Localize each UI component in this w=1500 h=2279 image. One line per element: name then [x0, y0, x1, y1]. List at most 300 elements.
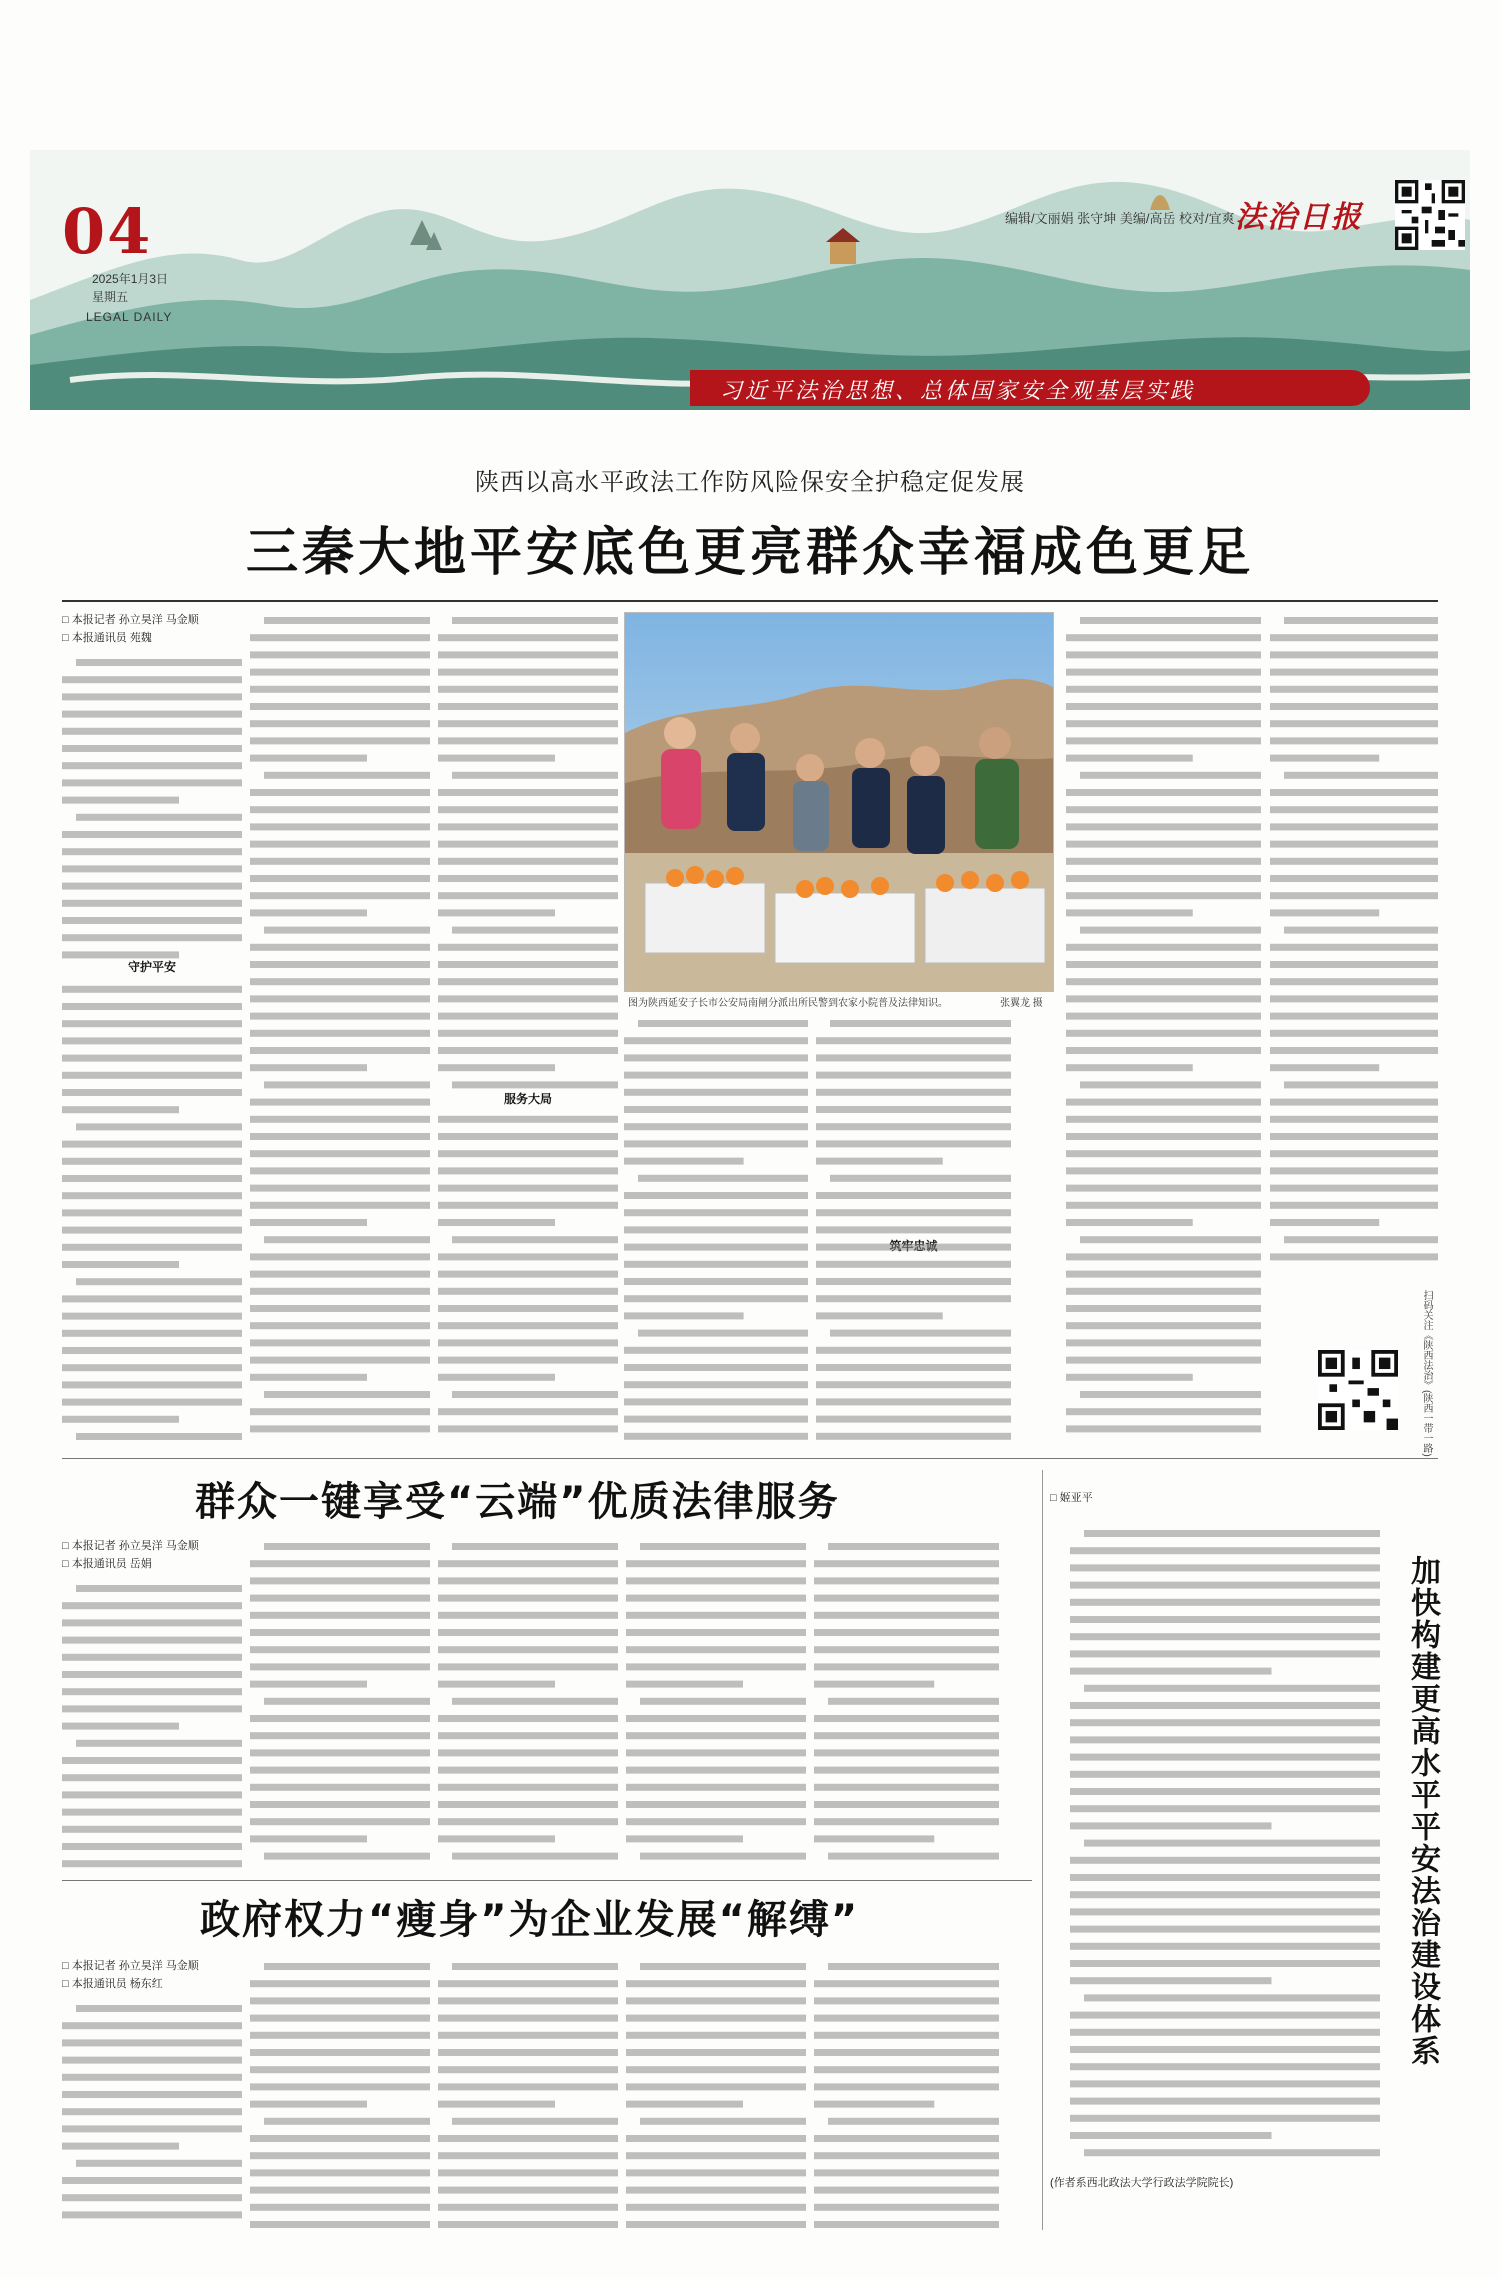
text-line — [1270, 1202, 1438, 1209]
text-line — [1270, 1013, 1438, 1020]
text-line — [250, 909, 367, 916]
text-line — [438, 2066, 618, 2073]
text-line — [1270, 789, 1438, 796]
text-line — [1084, 1994, 1380, 2001]
text-line — [438, 789, 618, 796]
column-slogan: 习近平法治思想、总体国家安全观基层实践 — [720, 379, 1196, 404]
text-line — [438, 1612, 618, 1619]
text-line — [1270, 1219, 1379, 1226]
text-line — [62, 1399, 242, 1406]
body-text-block — [250, 1958, 430, 2232]
text-line — [1070, 1564, 1380, 1571]
text-line — [438, 1288, 618, 1295]
text-line — [1080, 1391, 1261, 1398]
text-line — [250, 1064, 367, 1071]
text-line — [1066, 755, 1193, 762]
text-line — [250, 1560, 430, 1567]
text-line — [250, 1749, 430, 1756]
text-line — [250, 978, 430, 985]
text-line — [1070, 1822, 1272, 1829]
lead-intern: □ 本报通讯员 苑魏 — [62, 632, 152, 644]
text-line — [438, 1339, 618, 1346]
text-line — [626, 2015, 806, 2022]
text-line — [1270, 703, 1438, 710]
text-line — [438, 703, 618, 710]
text-line — [814, 1818, 999, 1825]
text-line — [438, 1357, 618, 1364]
text-line — [62, 934, 242, 941]
text-line — [1080, 927, 1261, 934]
text-line — [626, 1997, 806, 2004]
text-line — [1084, 1530, 1380, 1537]
text-line — [452, 1853, 618, 1860]
text-line — [250, 858, 430, 865]
text-line — [1270, 669, 1438, 676]
text-line — [250, 1030, 430, 1037]
text-line — [638, 1330, 808, 1337]
text-line — [1270, 1133, 1438, 1140]
text-line — [1270, 1047, 1438, 1054]
text-line — [264, 1236, 430, 1243]
text-line — [250, 686, 430, 693]
text-line — [1070, 1857, 1380, 1864]
story2-column-4 — [626, 1538, 806, 1870]
text-line — [814, 2135, 999, 2142]
divider — [62, 600, 1438, 602]
text-line — [828, 1963, 999, 1970]
story3-headline: 政府权力“瘦身”为企业发展“解缚” — [200, 1897, 860, 1943]
body-text-block — [250, 1538, 430, 1870]
text-line — [1066, 961, 1261, 968]
lead-column-3 — [438, 612, 618, 1449]
text-line — [452, 1391, 618, 1398]
text-line — [438, 1202, 618, 1209]
text-line — [62, 917, 242, 924]
text-line — [62, 2057, 242, 2064]
text-line — [624, 1398, 808, 1405]
text-line — [250, 755, 367, 762]
text-line — [62, 1602, 242, 1609]
text-line — [62, 2108, 242, 2115]
text-line — [814, 2204, 999, 2211]
text-line — [816, 1123, 1011, 1130]
text-line — [438, 1681, 555, 1688]
text-line — [438, 2015, 618, 2022]
story3-column-5 — [814, 1958, 999, 2232]
text-line — [62, 1072, 242, 1079]
text-line — [640, 1698, 806, 1705]
text-line — [814, 1629, 999, 1636]
text-line — [828, 2118, 999, 2125]
text-line — [264, 1963, 430, 1970]
text-line — [816, 1209, 1011, 1216]
text-line — [438, 1732, 618, 1739]
text-line — [438, 2169, 618, 2176]
text-line — [62, 1637, 242, 1644]
text-line — [62, 1757, 242, 1764]
lead-column-2 — [250, 612, 430, 1449]
text-line — [250, 1784, 430, 1791]
text-line — [1070, 1633, 1380, 1640]
text-line — [62, 1723, 179, 1730]
text-line — [814, 1646, 999, 1653]
text-line — [816, 1192, 1011, 1199]
body-text-block — [62, 1580, 242, 1870]
text-line — [1066, 1374, 1193, 1381]
text-line — [814, 1980, 999, 1987]
text-line — [62, 900, 242, 907]
text-line — [1270, 1150, 1438, 1157]
text-line — [250, 892, 430, 899]
text-line — [626, 2101, 743, 2108]
text-line — [250, 1150, 430, 1157]
text-line — [1070, 1874, 1380, 1881]
text-line — [250, 1219, 367, 1226]
text-line — [438, 1253, 618, 1260]
text-line — [452, 1236, 618, 1243]
text-line — [76, 1278, 242, 1285]
text-line — [438, 755, 555, 762]
lead-column-1 — [62, 654, 242, 1449]
body-text-block — [1270, 612, 1438, 1272]
text-line — [62, 1158, 242, 1165]
commentary-body — [1070, 1525, 1380, 2165]
text-line — [438, 841, 618, 848]
text-line — [62, 848, 242, 855]
text-line — [626, 2135, 806, 2142]
text-line — [814, 1595, 999, 1602]
text-line — [438, 2152, 618, 2159]
text-line — [814, 1749, 999, 1756]
text-line — [624, 1140, 808, 1147]
text-line — [814, 1663, 999, 1670]
subhead-serve-overall: 服务大局 — [438, 1091, 618, 1108]
text-line — [438, 1271, 618, 1278]
text-line — [438, 1030, 618, 1037]
text-line — [62, 1654, 242, 1661]
text-line — [250, 1202, 430, 1209]
text-line — [1070, 1891, 1380, 1898]
text-line — [62, 1055, 242, 1062]
text-line — [1066, 1305, 1261, 1312]
text-line — [250, 2169, 430, 2176]
text-line — [438, 1577, 618, 1584]
text-line — [62, 1809, 242, 1816]
text-line — [250, 1732, 430, 1739]
text-line — [1070, 1788, 1380, 1795]
text-line — [452, 1543, 618, 1550]
text-line — [62, 1209, 242, 1216]
text-line — [816, 1140, 1011, 1147]
text-line — [438, 1167, 618, 1174]
text-line — [1080, 1081, 1261, 1088]
text-line — [250, 1047, 430, 1054]
text-line — [250, 634, 430, 641]
text-line — [452, 772, 618, 779]
text-line — [438, 686, 618, 693]
text-line — [62, 2194, 242, 2201]
qr-caption: 扫码关注《陕西法治》(陕西一带一路) — [1421, 1290, 1432, 1457]
text-line — [1270, 1064, 1379, 1071]
text-line — [62, 2039, 242, 2046]
text-line — [1070, 1960, 1380, 1967]
text-line — [1070, 2046, 1380, 2053]
text-line — [62, 693, 242, 700]
text-line — [76, 2160, 242, 2167]
subhead-container — [438, 1085, 618, 1107]
photo-police-visit-illustration — [625, 613, 1054, 992]
text-line — [814, 2049, 999, 2056]
text-line — [250, 2101, 367, 2108]
text-line — [626, 2152, 806, 2159]
text-line — [816, 1226, 1011, 1233]
text-line — [626, 1801, 806, 1808]
text-line — [1066, 789, 1261, 796]
text-line — [830, 1330, 1011, 1337]
text-line — [814, 1784, 999, 1791]
text-line — [1070, 1926, 1380, 1933]
text-line — [1284, 1081, 1438, 1088]
text-line — [62, 1295, 242, 1302]
text-line — [1066, 823, 1261, 830]
text-line — [62, 865, 242, 872]
text-line — [1070, 1719, 1380, 1726]
issue-weekday: 星期五 — [92, 290, 129, 304]
subhead-container — [62, 953, 242, 975]
body-text-block — [438, 612, 618, 1449]
text-line — [1284, 772, 1438, 779]
text-line — [1070, 2132, 1272, 2139]
story2-column-2 — [250, 1538, 430, 1870]
text-line — [626, 2204, 806, 2211]
text-line — [626, 1980, 806, 1987]
body-text-block — [626, 1958, 806, 2232]
text-line — [816, 1072, 1011, 1079]
text-line — [250, 2066, 430, 2073]
text-line — [438, 720, 618, 727]
text-line — [250, 1818, 430, 1825]
text-line — [1270, 1167, 1438, 1174]
text-line — [624, 1295, 808, 1302]
issue-date: 2025年1月3日 — [92, 272, 169, 286]
text-line — [626, 2049, 806, 2056]
text-line — [62, 1003, 242, 1010]
story2-headline: 群众一键享受“云端”优质法律服务 — [195, 1479, 840, 1525]
text-line — [250, 2135, 430, 2142]
text-line — [250, 2152, 430, 2159]
text-line — [1084, 2149, 1380, 2156]
text-line — [816, 1312, 943, 1319]
text-line — [438, 1997, 618, 2004]
text-line — [250, 1835, 367, 1842]
story3-column-4 — [626, 1958, 806, 2232]
text-line — [250, 1305, 430, 1312]
body-text-block — [250, 612, 430, 1449]
text-line — [250, 1612, 430, 1619]
text-line — [816, 1347, 1011, 1354]
text-line — [814, 1801, 999, 1808]
text-line — [816, 1364, 1011, 1371]
body-text-block — [438, 1958, 618, 2232]
text-line — [62, 1619, 242, 1626]
text-line — [250, 1133, 430, 1140]
text-line — [62, 745, 242, 752]
text-line — [264, 1853, 430, 1860]
text-line — [816, 1037, 1011, 1044]
subhead-guard-safety: 守护平安 — [62, 959, 242, 976]
text-line — [624, 1123, 808, 1130]
text-line — [1270, 806, 1438, 813]
text-line — [438, 1064, 555, 1071]
text-line — [1070, 1702, 1380, 1709]
text-line — [624, 1347, 808, 1354]
text-line — [1066, 1425, 1261, 1432]
text-line — [626, 1595, 806, 1602]
text-line — [62, 1843, 242, 1850]
text-line — [62, 1688, 242, 1695]
text-line — [1270, 823, 1438, 830]
text-line — [1270, 686, 1438, 693]
text-line — [62, 1671, 242, 1678]
text-line — [250, 1271, 430, 1278]
text-line — [1084, 1685, 1380, 1692]
text-line — [814, 2187, 999, 2194]
lead-kicker: 陕西以高水平政法工作防风险保安全护稳定促发展 — [475, 468, 1025, 496]
text-line — [438, 961, 618, 968]
text-line — [814, 2221, 999, 2228]
text-line — [626, 1560, 806, 1567]
text-line — [1066, 892, 1261, 899]
text-line — [626, 2066, 806, 2073]
text-line — [438, 2083, 618, 2090]
text-line — [438, 2204, 618, 2211]
text-line — [438, 1595, 618, 1602]
story2-column-5 — [814, 1538, 999, 1870]
text-line — [438, 978, 618, 985]
text-line — [828, 1543, 999, 1550]
text-line — [62, 1416, 179, 1423]
text-line — [1066, 1064, 1193, 1071]
text-line — [814, 2152, 999, 2159]
text-line — [438, 2187, 618, 2194]
text-line — [264, 617, 430, 624]
text-line — [1284, 617, 1438, 624]
text-line — [626, 1646, 806, 1653]
text-line — [624, 1072, 808, 1079]
text-line — [62, 1261, 179, 1268]
text-line — [1066, 1339, 1261, 1346]
text-line — [624, 1416, 808, 1423]
text-line — [640, 1963, 806, 1970]
text-line — [250, 1099, 430, 1106]
text-line — [640, 2118, 806, 2125]
text-line — [624, 1089, 808, 1096]
text-line — [62, 883, 242, 890]
text-line — [816, 1089, 1011, 1096]
text-line — [626, 1715, 806, 1722]
text-line — [62, 1791, 242, 1798]
text-line — [816, 1054, 1011, 1061]
text-line — [626, 2032, 806, 2039]
text-line — [828, 1698, 999, 1705]
text-line — [1066, 944, 1261, 951]
text-line — [438, 1646, 618, 1653]
text-line — [1270, 737, 1438, 744]
text-line — [626, 1577, 806, 1584]
text-line — [62, 1330, 242, 1337]
text-line — [1070, 2080, 1380, 2087]
text-line — [624, 1381, 808, 1388]
text-line — [1066, 1322, 1261, 1329]
text-line — [250, 806, 430, 813]
text-line — [438, 1801, 618, 1808]
text-line — [816, 1244, 1011, 1251]
text-line — [1270, 1116, 1438, 1123]
text-line — [250, 1980, 430, 1987]
text-line — [1070, 1547, 1380, 1554]
text-line — [626, 2083, 806, 2090]
text-line — [62, 1175, 242, 1182]
text-line — [62, 1106, 179, 1113]
story2-column-1 — [62, 1580, 242, 1870]
text-line — [438, 1560, 618, 1567]
editors-line: 编辑/文丽娟 张守坤 美编/高岳 校对/宜爽 — [1005, 211, 1235, 226]
text-line — [1066, 1167, 1261, 1174]
text-line — [62, 1227, 242, 1234]
text-line — [1070, 1736, 1380, 1743]
text-line — [814, 1732, 999, 1739]
text-line — [816, 1278, 1011, 1285]
text-line — [438, 944, 618, 951]
text-line — [452, 1698, 618, 1705]
text-line — [1270, 875, 1438, 882]
text-line — [814, 1835, 934, 1842]
text-line — [76, 1585, 242, 1592]
text-line — [1070, 2115, 1380, 2122]
text-line — [438, 995, 618, 1002]
text-line — [438, 1374, 555, 1381]
text-line — [1066, 1253, 1261, 1260]
text-line — [250, 789, 430, 796]
text-line — [438, 858, 618, 865]
commentary-title: 加快构建更高水平平安法治建设体系 — [1405, 1555, 1440, 2067]
text-line — [814, 1577, 999, 1584]
text-line — [250, 703, 430, 710]
text-line — [1066, 1099, 1261, 1106]
text-line — [62, 762, 242, 769]
text-line — [638, 1175, 808, 1182]
text-line — [1066, 703, 1261, 710]
text-line — [816, 1158, 943, 1165]
text-line — [62, 1381, 242, 1388]
text-line — [624, 1312, 744, 1319]
text-line — [1070, 1771, 1380, 1778]
text-line — [814, 1997, 999, 2004]
text-line — [624, 1433, 808, 1440]
text-line — [1080, 1236, 1261, 1243]
text-line — [1066, 1030, 1261, 1037]
text-line — [1066, 1185, 1261, 1192]
lead-column-4 — [624, 1015, 808, 1449]
photo-credit: 张翼龙 摄 — [1000, 998, 1043, 1009]
text-line — [438, 2049, 618, 2056]
text-line — [62, 711, 242, 718]
text-line — [1270, 634, 1438, 641]
text-line — [624, 1278, 808, 1285]
text-line — [438, 669, 618, 676]
text-line — [1066, 875, 1261, 882]
text-line — [640, 1853, 806, 1860]
